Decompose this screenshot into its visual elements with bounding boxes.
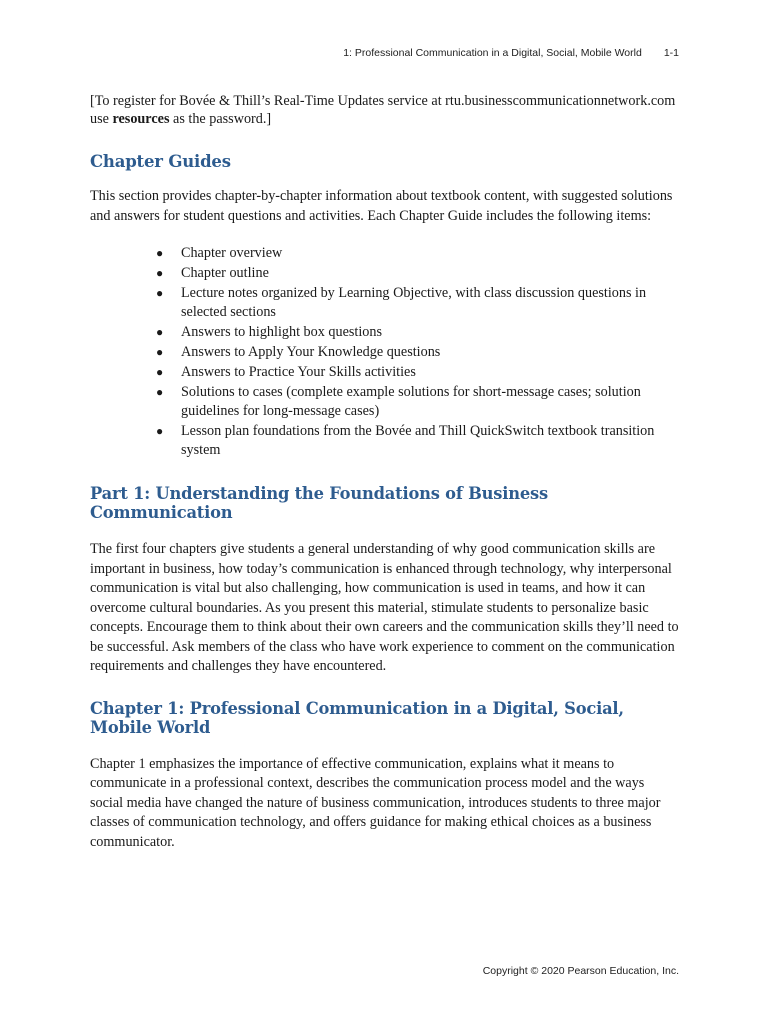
- list-item: ● Answers to Apply Your Knowledge questions: [156, 344, 441, 360]
- chapter-guides-intro: This section provides chapter-by-chapter information about textbook content, with suggested solutions and answers for student questions and activities. Each Chapter Guide includes the following items:: [90, 188, 673, 224]
- page-content: [90, 92, 680, 852]
- chapter1-heading: Chapter 1: Professional Communication in a Digital, Social, Mobile World: [90, 698, 624, 737]
- bullet-icon: ●: [156, 345, 164, 359]
- bullet-icon: ●: [156, 246, 164, 260]
- part1-heading: Part 1: Understanding the Foundations of Business Communication: [90, 484, 548, 522]
- bullet-icon: ●: [156, 385, 164, 399]
- bullet-icon: ●: [156, 286, 164, 300]
- chapter-guide-items-list: [90, 244, 680, 460]
- part1-body: The first four chapters give students a general understanding of why good communication skills are important in business, how today’s communication is enhanced through technology, why interpersonal communication is vital but also challenging, how communication is used in teams, and how it can overcome cultural boundaries. As you present this material, stimulate students to personalize basic concepts. Encourage them to think about their own careers and the communication skills they’ll need to be successful. Ask members of the class who have work experience to comment on the communication requirements and challenges they have encountered.: [90, 541, 679, 674]
- bullet-icon: ●: [156, 266, 164, 280]
- list-item: ● Lesson plan foundations from the Bovée and Thill QuickSwitch textbook transition system: [156, 423, 655, 458]
- list-item: ● Answers to Practice Your Skills activities: [156, 364, 416, 380]
- list-item: ● Chapter outline: [156, 265, 269, 281]
- bullet-icon: ●: [156, 424, 164, 438]
- list-item: ● Solutions to cases (complete example solutions for short-message cases; solution guidelines for long-message cases): [156, 384, 641, 419]
- password-keyword: resources: [112, 111, 170, 127]
- list-item: ● Lecture notes organized by Learning Objective, with class discussion questions in selected sections: [156, 285, 647, 320]
- register-note: [90, 92, 680, 128]
- copyright-footer: Copyright © 2020 Pearson Education, Inc.: [482, 965, 679, 977]
- register-note-line2-after: as the password.]: [169, 111, 272, 127]
- list-item: ● Answers to highlight box questions: [156, 324, 382, 340]
- list-item: ● Chapter overview: [156, 245, 283, 261]
- page-number: 1-1: [663, 47, 679, 59]
- chapter-guides-heading: Chapter Guides: [90, 152, 231, 171]
- running-header: [0, 47, 679, 59]
- register-note-line2-before: use: [90, 111, 113, 127]
- register-note-line1: [To register for Bovée & Thill’s Real-Time Updates service at rtu.businesscommunicationnetwork.com: [90, 93, 676, 109]
- chapter1-body: Chapter 1 emphasizes the importance of effective communication, explains what it means to communicate in a professional context, describes the communication process model and the ways social media have changed the nature of business communication, introduces students to three major classes of communication technology, and offers guidance for making ethical choices as a business communicator.: [90, 755, 661, 850]
- bullet-icon: ●: [156, 325, 164, 339]
- bullet-icon: ●: [156, 365, 164, 379]
- header-chapter-title: 1: Professional Communication in a Digital, Social, Mobile World: [343, 47, 642, 59]
